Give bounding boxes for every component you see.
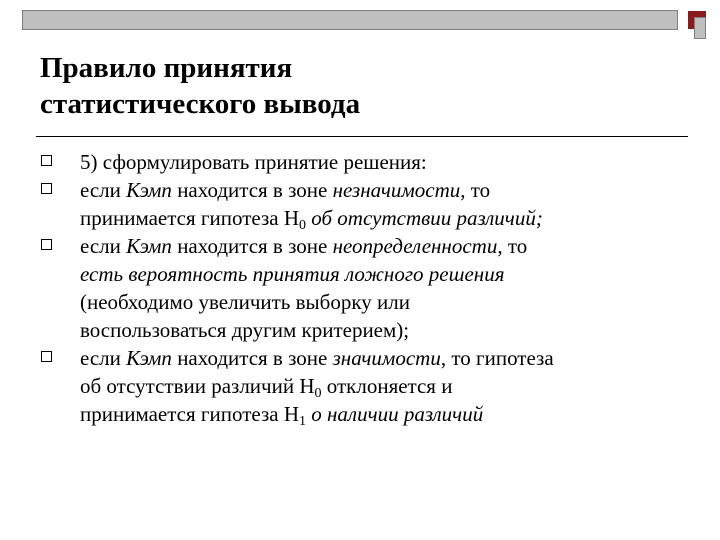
text-span: (необходимо увеличить выборку или	[80, 290, 410, 314]
italic-text: об отсутствии различий;	[311, 206, 543, 230]
list-item	[40, 176, 700, 232]
italic-text: незначимости	[332, 178, 461, 202]
title-line-1: Правило принятия	[40, 52, 293, 84]
text-span: если	[80, 178, 127, 202]
text-span: отклоняется и	[321, 374, 453, 398]
title-divider	[36, 136, 688, 137]
text-line	[80, 372, 700, 400]
square-bullet-icon	[41, 239, 52, 250]
text-line	[80, 316, 700, 344]
text-line	[80, 400, 700, 428]
text-span: если	[80, 346, 127, 370]
text-line	[80, 204, 700, 232]
list-item	[40, 344, 700, 428]
text-span: находится в зоне	[171, 346, 333, 370]
italic-text: есть вероятность принятия ложного решения	[80, 262, 505, 286]
text-span: 5) сформулировать принятие решения:	[80, 150, 427, 174]
text-span: , то гипотеза	[440, 346, 554, 370]
top-decor-bar	[22, 10, 678, 30]
text-span: находится в зоне	[171, 234, 333, 258]
list-item	[40, 148, 700, 176]
text-span: принимается гипотеза H	[80, 402, 300, 426]
italic-text: Кэмп	[126, 346, 172, 370]
text-line	[80, 148, 700, 176]
square-bullet-icon	[41, 155, 52, 166]
subscript: 0	[314, 386, 322, 401]
text-span: если	[80, 234, 127, 258]
corner-decor	[688, 11, 706, 39]
text-span: , то	[497, 234, 528, 258]
subscript: 1	[299, 414, 307, 429]
text-line	[80, 344, 700, 372]
italic-text: о наличии различий	[311, 402, 484, 426]
text-line	[80, 176, 700, 204]
italic-text: Кэмп	[126, 178, 172, 202]
italic-text: Кэмп	[126, 234, 172, 258]
subscript: 0	[299, 218, 307, 233]
italic-text: значимости	[332, 346, 441, 370]
list-item	[40, 232, 700, 344]
text-span: находится в зоне	[171, 178, 333, 202]
square-bullet-icon	[41, 351, 52, 362]
text-line	[80, 288, 700, 316]
text-span: , то	[460, 178, 491, 202]
bullet-list	[40, 148, 700, 428]
text-span: принимается гипотеза H	[80, 206, 300, 230]
italic-text: неопределенности	[332, 234, 498, 258]
title-line-2: статистического вывода	[40, 88, 361, 120]
text-span: воспользоваться другим критерием);	[80, 318, 410, 342]
slide-title	[40, 50, 680, 122]
square-bullet-icon	[41, 183, 52, 194]
text-line	[80, 232, 700, 260]
text-span: об отсутствии различий H	[80, 374, 315, 398]
text-line	[80, 260, 700, 288]
corner-gray-square	[694, 17, 706, 39]
